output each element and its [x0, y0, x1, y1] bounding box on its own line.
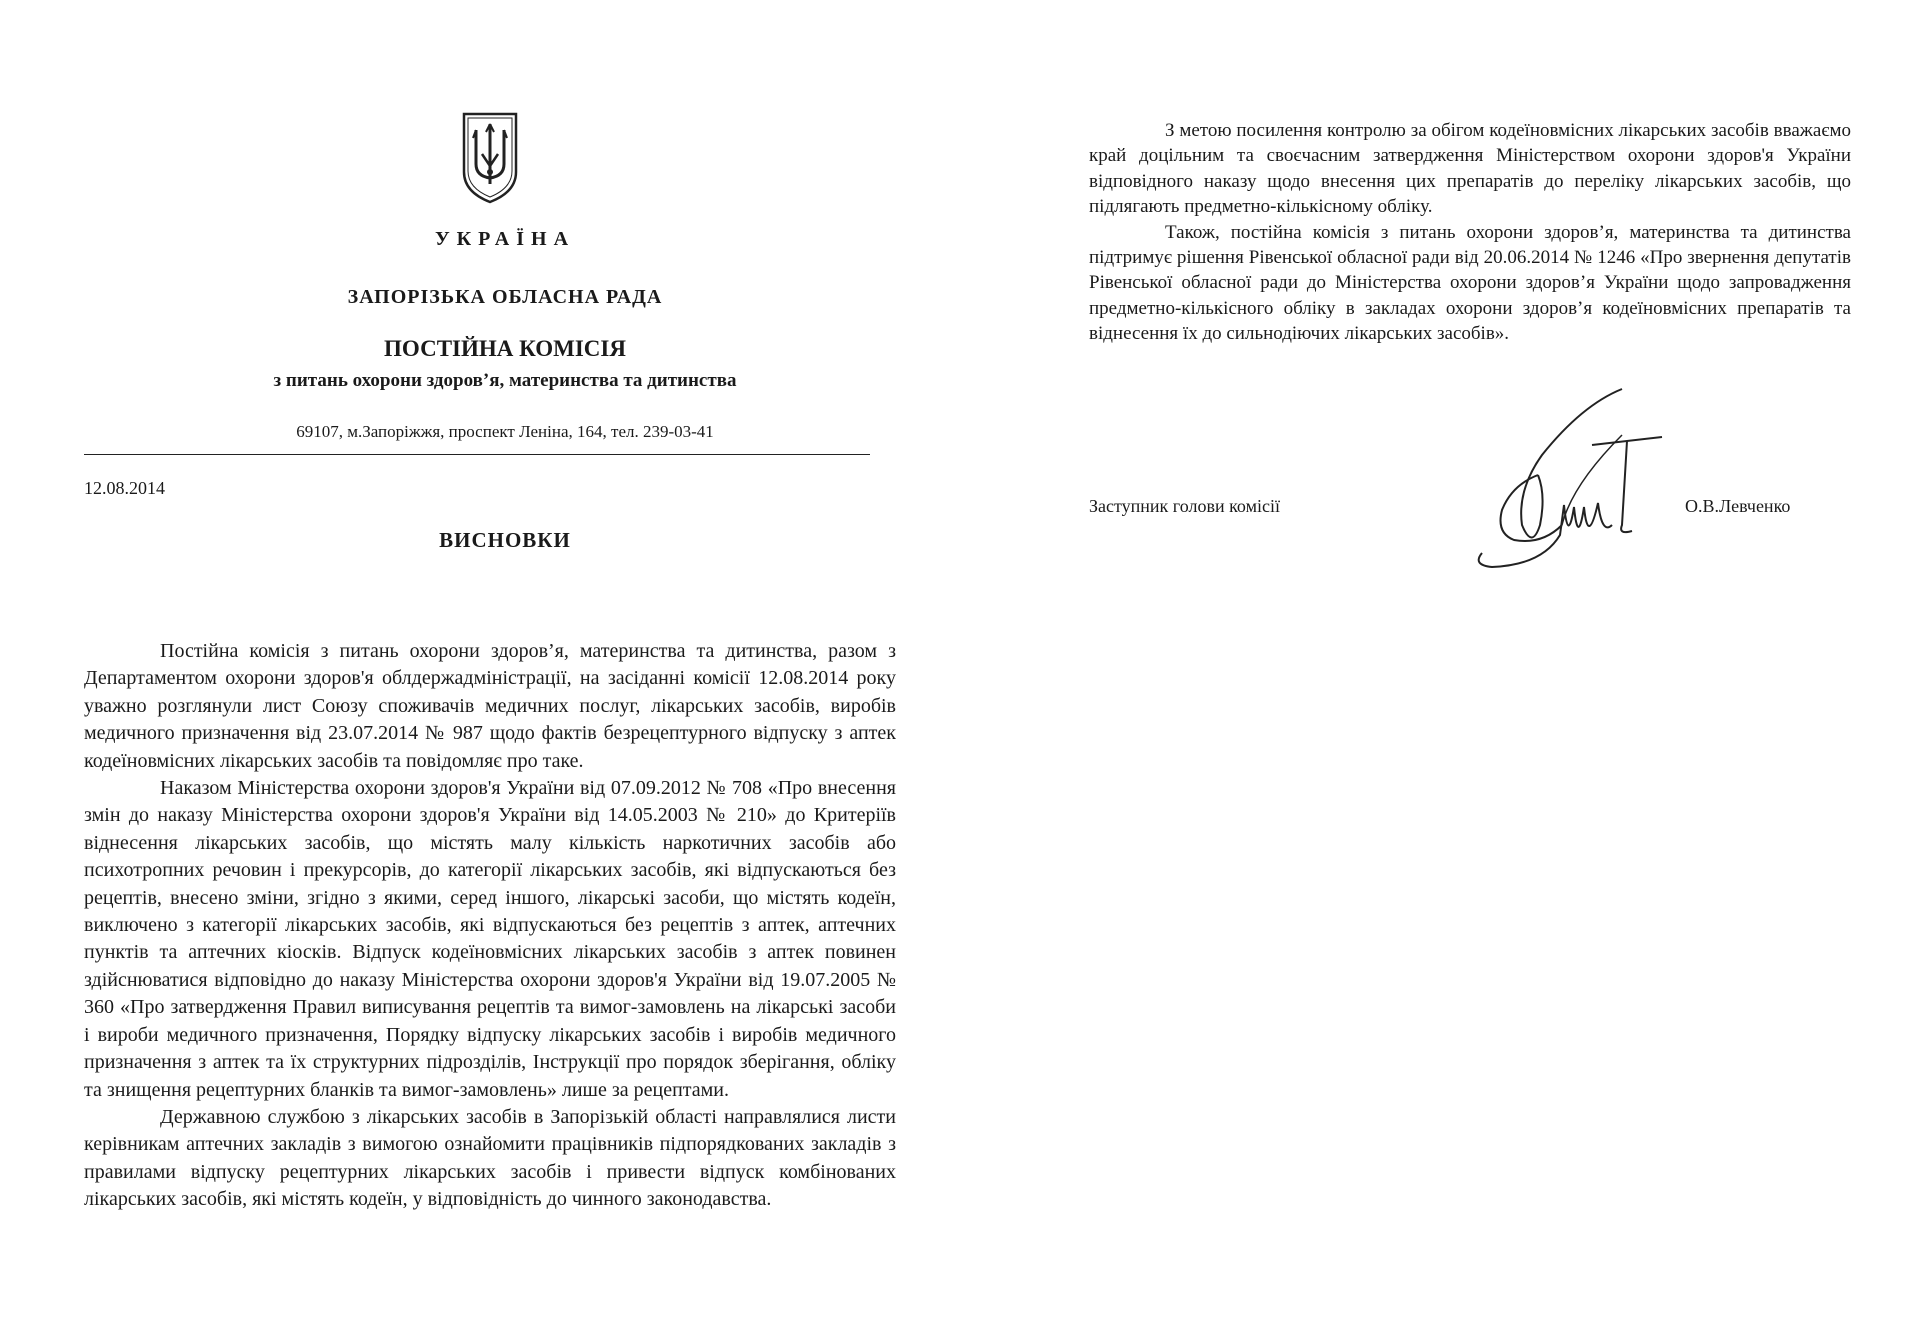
right-page — [962, 0, 1924, 1335]
paragraph: З метою посилення контролю за обігом кодеїновмісних лікарських засобів вважаємо край доцільним та своєчасним затвердження Міністерством охорони здоров'я України відповідного наказу щодо внесення цих препаратів до переліку лікарських засобів, що підлягають предметно-кількісному обліку. — [1089, 120, 1851, 218]
council-name: ЗАПОРІЗЬКА ОБЛАСНА РАДА — [347, 286, 663, 308]
left-body-text — [84, 638, 896, 1214]
paragraph: Наказом Міністерства охорони здоров'я України від 07.09.2012 № 708 «Про внесення змін до наказу Міністерства охорони здоров'я України від 14.05.2003 № 210» до Критеріїв віднесення лікарських засобів, що містять малу кількість наркотичних засобів або психотропних речовин і прекурсорів, до категорії лікарських засобів, які відпускаються без рецептів, внесено зміни, згідно з якими, серед іншого, лікарські засоби, що містять кодеїн, виключено з категорії лікарських засобів, які відпускаються без рецептів з аптек, аптечних пунктів та аптечних кіосків. Відпуск кодеїновмісних лікарських засобів з аптек повинен здійснюватися відповідно до наказу Міністерства охорони здоров'я України від 19.07.2005 № 360 «Про затвердження Правил виписування рецептів та вимог-замовлень на лікарські засоби і вироби медичного призначення, Порядку відпуску лікарських засобів і виробів медичного призначення з аптек та їх структурних підрозділів, Інструкції про порядок зберігання, обліку та знищення рецептурних бланків та вимог-замовлень» лише за рецептами. — [84, 777, 896, 1101]
committee-subtitle: з питань охорони здоров’я, материнства та дитинства — [273, 370, 737, 391]
country-name: УКРАЇНА — [434, 228, 576, 250]
paragraph: Державною службою з лікарських засобів в Запорізькій області направлялися листи керівникам аптечних закладів з вимогою ознайомити працівників підпорядкованих закладів з правилами відпуску рецептурних лікарських засобів і привести відпуск комбінованих лікарських засобів, які містять кодеїн, у відповідність до чинного законодавства. — [84, 1105, 896, 1211]
signatory-name: О.В.Левченко — [1685, 496, 1791, 516]
paragraph: Також, постійна комісія з питань охорони здоров’я, материнства та дитинства підтримує рішення Рівенської обласної ради від 20.06.2014 № 1246 «Про звернення депутатів Рівенської обласної ради до Міністерства охорони здоров’я України щодо запровадження предметно-кількісного обліку в закладах охорони здоров’я кодеїновмісних препаратів та віднесення їх до сильнодіючих лікарських засобів». — [1089, 221, 1851, 345]
signatory-role: Заступник голови комісії — [1089, 496, 1280, 516]
document-date: 12.08.2014 — [84, 478, 165, 498]
address-line: 69107, м.Запоріжжя, проспект Леніна, 164, тел. 239-03-41 — [296, 422, 714, 441]
trident-coat-of-arms-icon — [460, 110, 520, 204]
right-body-text — [1089, 118, 1851, 347]
committee-name: ПОСТІЙНА КОМІСІЯ — [384, 336, 626, 361]
document-title: ВИСНОВКИ — [439, 528, 571, 552]
header-divider — [84, 454, 870, 455]
handwritten-signature — [1422, 375, 1672, 585]
paragraph: Постійна комісія з питань охорони здоров’я, материнства та дитинства, разом з Департаментом охорони здоров'я облдержадміністрації, на засіданні комісії 12.08.2014 року уважно розглянули лист Союзу споживачів медичних послуг, лікарських засобів, виробів медичного призначення від 23.07.2014 № 987 щодо фактів безрецептурного відпуску з аптек кодеїновмісних лікарських засобів та повідомляє про таке. — [84, 640, 896, 772]
